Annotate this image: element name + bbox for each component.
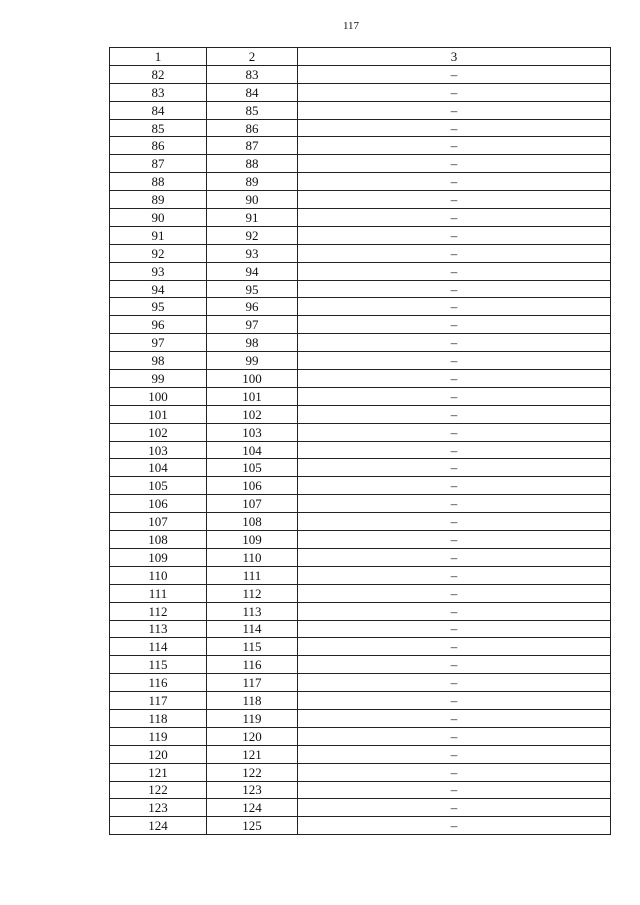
table-row xyxy=(110,173,611,191)
table-row xyxy=(110,387,611,405)
table-cell: 101 xyxy=(110,405,207,423)
table-row xyxy=(110,316,611,334)
table-cell: 85 xyxy=(110,119,207,137)
data-table xyxy=(109,47,611,835)
table-cell: 105 xyxy=(110,477,207,495)
table-cell: – xyxy=(298,531,611,549)
table-cell: 99 xyxy=(110,370,207,388)
table-cell: 99 xyxy=(207,352,298,370)
table-cell: 103 xyxy=(207,423,298,441)
table-cell: 112 xyxy=(207,584,298,602)
table-cell: – xyxy=(298,548,611,566)
table-cell: – xyxy=(298,191,611,209)
table-cell: – xyxy=(298,709,611,727)
table-cell: 104 xyxy=(207,441,298,459)
table-cell: – xyxy=(298,477,611,495)
table-row xyxy=(110,244,611,262)
table-cell: 83 xyxy=(207,65,298,83)
table-body xyxy=(110,48,611,835)
page-number: 117 xyxy=(342,20,360,32)
table-cell: 84 xyxy=(110,101,207,119)
header-row xyxy=(110,48,611,66)
table-cell: – xyxy=(298,763,611,781)
table-cell: 107 xyxy=(110,513,207,531)
table-cell: – xyxy=(298,656,611,674)
table-cell: 92 xyxy=(110,244,207,262)
table-row xyxy=(110,459,611,477)
table-cell: – xyxy=(298,799,611,817)
table-cell: – xyxy=(298,441,611,459)
table-row xyxy=(110,817,611,835)
table-cell: 116 xyxy=(110,674,207,692)
table-cell: 106 xyxy=(207,477,298,495)
table-cell: 96 xyxy=(207,298,298,316)
table-cell: 117 xyxy=(110,692,207,710)
table-cell: – xyxy=(298,137,611,155)
table-cell: – xyxy=(298,119,611,137)
table-cell: – xyxy=(298,602,611,620)
table-cell: – xyxy=(298,65,611,83)
table-cell: 121 xyxy=(207,745,298,763)
table-cell: 94 xyxy=(207,262,298,280)
table-cell: 97 xyxy=(207,316,298,334)
table-cell: – xyxy=(298,370,611,388)
table-cell: – xyxy=(298,620,611,638)
table-cell: 89 xyxy=(110,191,207,209)
table-cell: 95 xyxy=(110,298,207,316)
table-cell: 101 xyxy=(207,387,298,405)
table-cell: 118 xyxy=(110,709,207,727)
table-cell: – xyxy=(298,566,611,584)
table-cell: 106 xyxy=(110,495,207,513)
table-cell: – xyxy=(298,817,611,835)
table-cell: – xyxy=(298,334,611,352)
table-row xyxy=(110,674,611,692)
table-row xyxy=(110,83,611,101)
table-cell: 87 xyxy=(207,137,298,155)
table-cell: 109 xyxy=(110,548,207,566)
table-cell: 124 xyxy=(207,799,298,817)
table-cell: 89 xyxy=(207,173,298,191)
table-row xyxy=(110,727,611,745)
table-cell: 108 xyxy=(207,513,298,531)
table-row xyxy=(110,280,611,298)
table-cell: – xyxy=(298,173,611,191)
table-cell: 90 xyxy=(207,191,298,209)
table-row xyxy=(110,119,611,137)
table-cell: 108 xyxy=(110,531,207,549)
table-row xyxy=(110,638,611,656)
table-cell: – xyxy=(298,298,611,316)
table-row xyxy=(110,262,611,280)
table-cell: – xyxy=(298,638,611,656)
table-cell: – xyxy=(298,584,611,602)
table-cell: 97 xyxy=(110,334,207,352)
table-row xyxy=(110,584,611,602)
table-cell: – xyxy=(298,101,611,119)
table-row xyxy=(110,656,611,674)
table-row xyxy=(110,745,611,763)
column-header: 1 xyxy=(110,48,207,66)
table-cell: 114 xyxy=(207,620,298,638)
table-row xyxy=(110,548,611,566)
table-cell: – xyxy=(298,352,611,370)
table-cell: – xyxy=(298,209,611,227)
table-cell: 122 xyxy=(207,763,298,781)
table-cell: 82 xyxy=(110,65,207,83)
table-cell: 94 xyxy=(110,280,207,298)
table-row xyxy=(110,692,611,710)
table-cell: – xyxy=(298,727,611,745)
table-cell: 123 xyxy=(110,799,207,817)
table-row xyxy=(110,298,611,316)
table-cell: 102 xyxy=(110,423,207,441)
table-cell: 104 xyxy=(110,459,207,477)
table-cell: 119 xyxy=(207,709,298,727)
table-cell: – xyxy=(298,459,611,477)
table-cell: – xyxy=(298,244,611,262)
table-cell: – xyxy=(298,83,611,101)
table-cell: 88 xyxy=(110,173,207,191)
table-row xyxy=(110,370,611,388)
table-cell: – xyxy=(298,674,611,692)
table-row xyxy=(110,65,611,83)
table-row xyxy=(110,709,611,727)
table-row xyxy=(110,566,611,584)
table-cell: 116 xyxy=(207,656,298,674)
table-cell: 87 xyxy=(110,155,207,173)
table-row xyxy=(110,602,611,620)
table-row xyxy=(110,531,611,549)
table-cell: 111 xyxy=(207,566,298,584)
table-cell: 123 xyxy=(207,781,298,799)
column-header: 3 xyxy=(298,48,611,66)
table-cell: – xyxy=(298,262,611,280)
table-cell: 115 xyxy=(110,656,207,674)
table-row xyxy=(110,155,611,173)
table-cell: 103 xyxy=(110,441,207,459)
table-cell: 113 xyxy=(110,620,207,638)
table-cell: 109 xyxy=(207,531,298,549)
table-cell: 124 xyxy=(110,817,207,835)
table-row xyxy=(110,763,611,781)
table-row xyxy=(110,334,611,352)
table-cell: 88 xyxy=(207,155,298,173)
table-cell: 85 xyxy=(207,101,298,119)
table-cell: 118 xyxy=(207,692,298,710)
table-cell: 105 xyxy=(207,459,298,477)
table-cell: – xyxy=(298,781,611,799)
table-cell: – xyxy=(298,745,611,763)
table-cell: – xyxy=(298,513,611,531)
table-cell: 120 xyxy=(207,727,298,745)
column-header: 2 xyxy=(207,48,298,66)
table-cell: – xyxy=(298,405,611,423)
table-cell: 91 xyxy=(110,226,207,244)
table-cell: 98 xyxy=(207,334,298,352)
table-cell: 95 xyxy=(207,280,298,298)
table-cell: 121 xyxy=(110,763,207,781)
table-cell: – xyxy=(298,692,611,710)
table-cell: 120 xyxy=(110,745,207,763)
table-cell: – xyxy=(298,155,611,173)
table-row xyxy=(110,352,611,370)
table-cell: 86 xyxy=(207,119,298,137)
table-row xyxy=(110,191,611,209)
table-row xyxy=(110,781,611,799)
table-cell: 119 xyxy=(110,727,207,745)
table-cell: – xyxy=(298,387,611,405)
table-row xyxy=(110,137,611,155)
table-row xyxy=(110,101,611,119)
table-row xyxy=(110,405,611,423)
table-cell: 100 xyxy=(207,370,298,388)
table-cell: 110 xyxy=(110,566,207,584)
table-cell: – xyxy=(298,280,611,298)
table-cell: 93 xyxy=(110,262,207,280)
table-cell: 117 xyxy=(207,674,298,692)
table-cell: 114 xyxy=(110,638,207,656)
table-row xyxy=(110,423,611,441)
table-row xyxy=(110,495,611,513)
table-cell: 102 xyxy=(207,405,298,423)
table-row xyxy=(110,209,611,227)
table-cell: – xyxy=(298,423,611,441)
table-cell: – xyxy=(298,226,611,244)
table-cell: 93 xyxy=(207,244,298,262)
table-row xyxy=(110,513,611,531)
table-cell: 84 xyxy=(207,83,298,101)
table-cell: 83 xyxy=(110,83,207,101)
table-cell: – xyxy=(298,495,611,513)
table-cell: 125 xyxy=(207,817,298,835)
table-cell: 98 xyxy=(110,352,207,370)
table-cell: 115 xyxy=(207,638,298,656)
table-cell: 113 xyxy=(207,602,298,620)
table-row xyxy=(110,441,611,459)
table-cell: 90 xyxy=(110,209,207,227)
table-cell: 86 xyxy=(110,137,207,155)
table-row xyxy=(110,620,611,638)
table-cell: – xyxy=(298,316,611,334)
table-row xyxy=(110,799,611,817)
table-cell: 110 xyxy=(207,548,298,566)
table-cell: 122 xyxy=(110,781,207,799)
table-cell: 111 xyxy=(110,584,207,602)
table-row xyxy=(110,226,611,244)
table-cell: 100 xyxy=(110,387,207,405)
table-cell: 96 xyxy=(110,316,207,334)
table-cell: 107 xyxy=(207,495,298,513)
table-row xyxy=(110,477,611,495)
table-cell: 112 xyxy=(110,602,207,620)
table-cell: 91 xyxy=(207,209,298,227)
table-cell: 92 xyxy=(207,226,298,244)
